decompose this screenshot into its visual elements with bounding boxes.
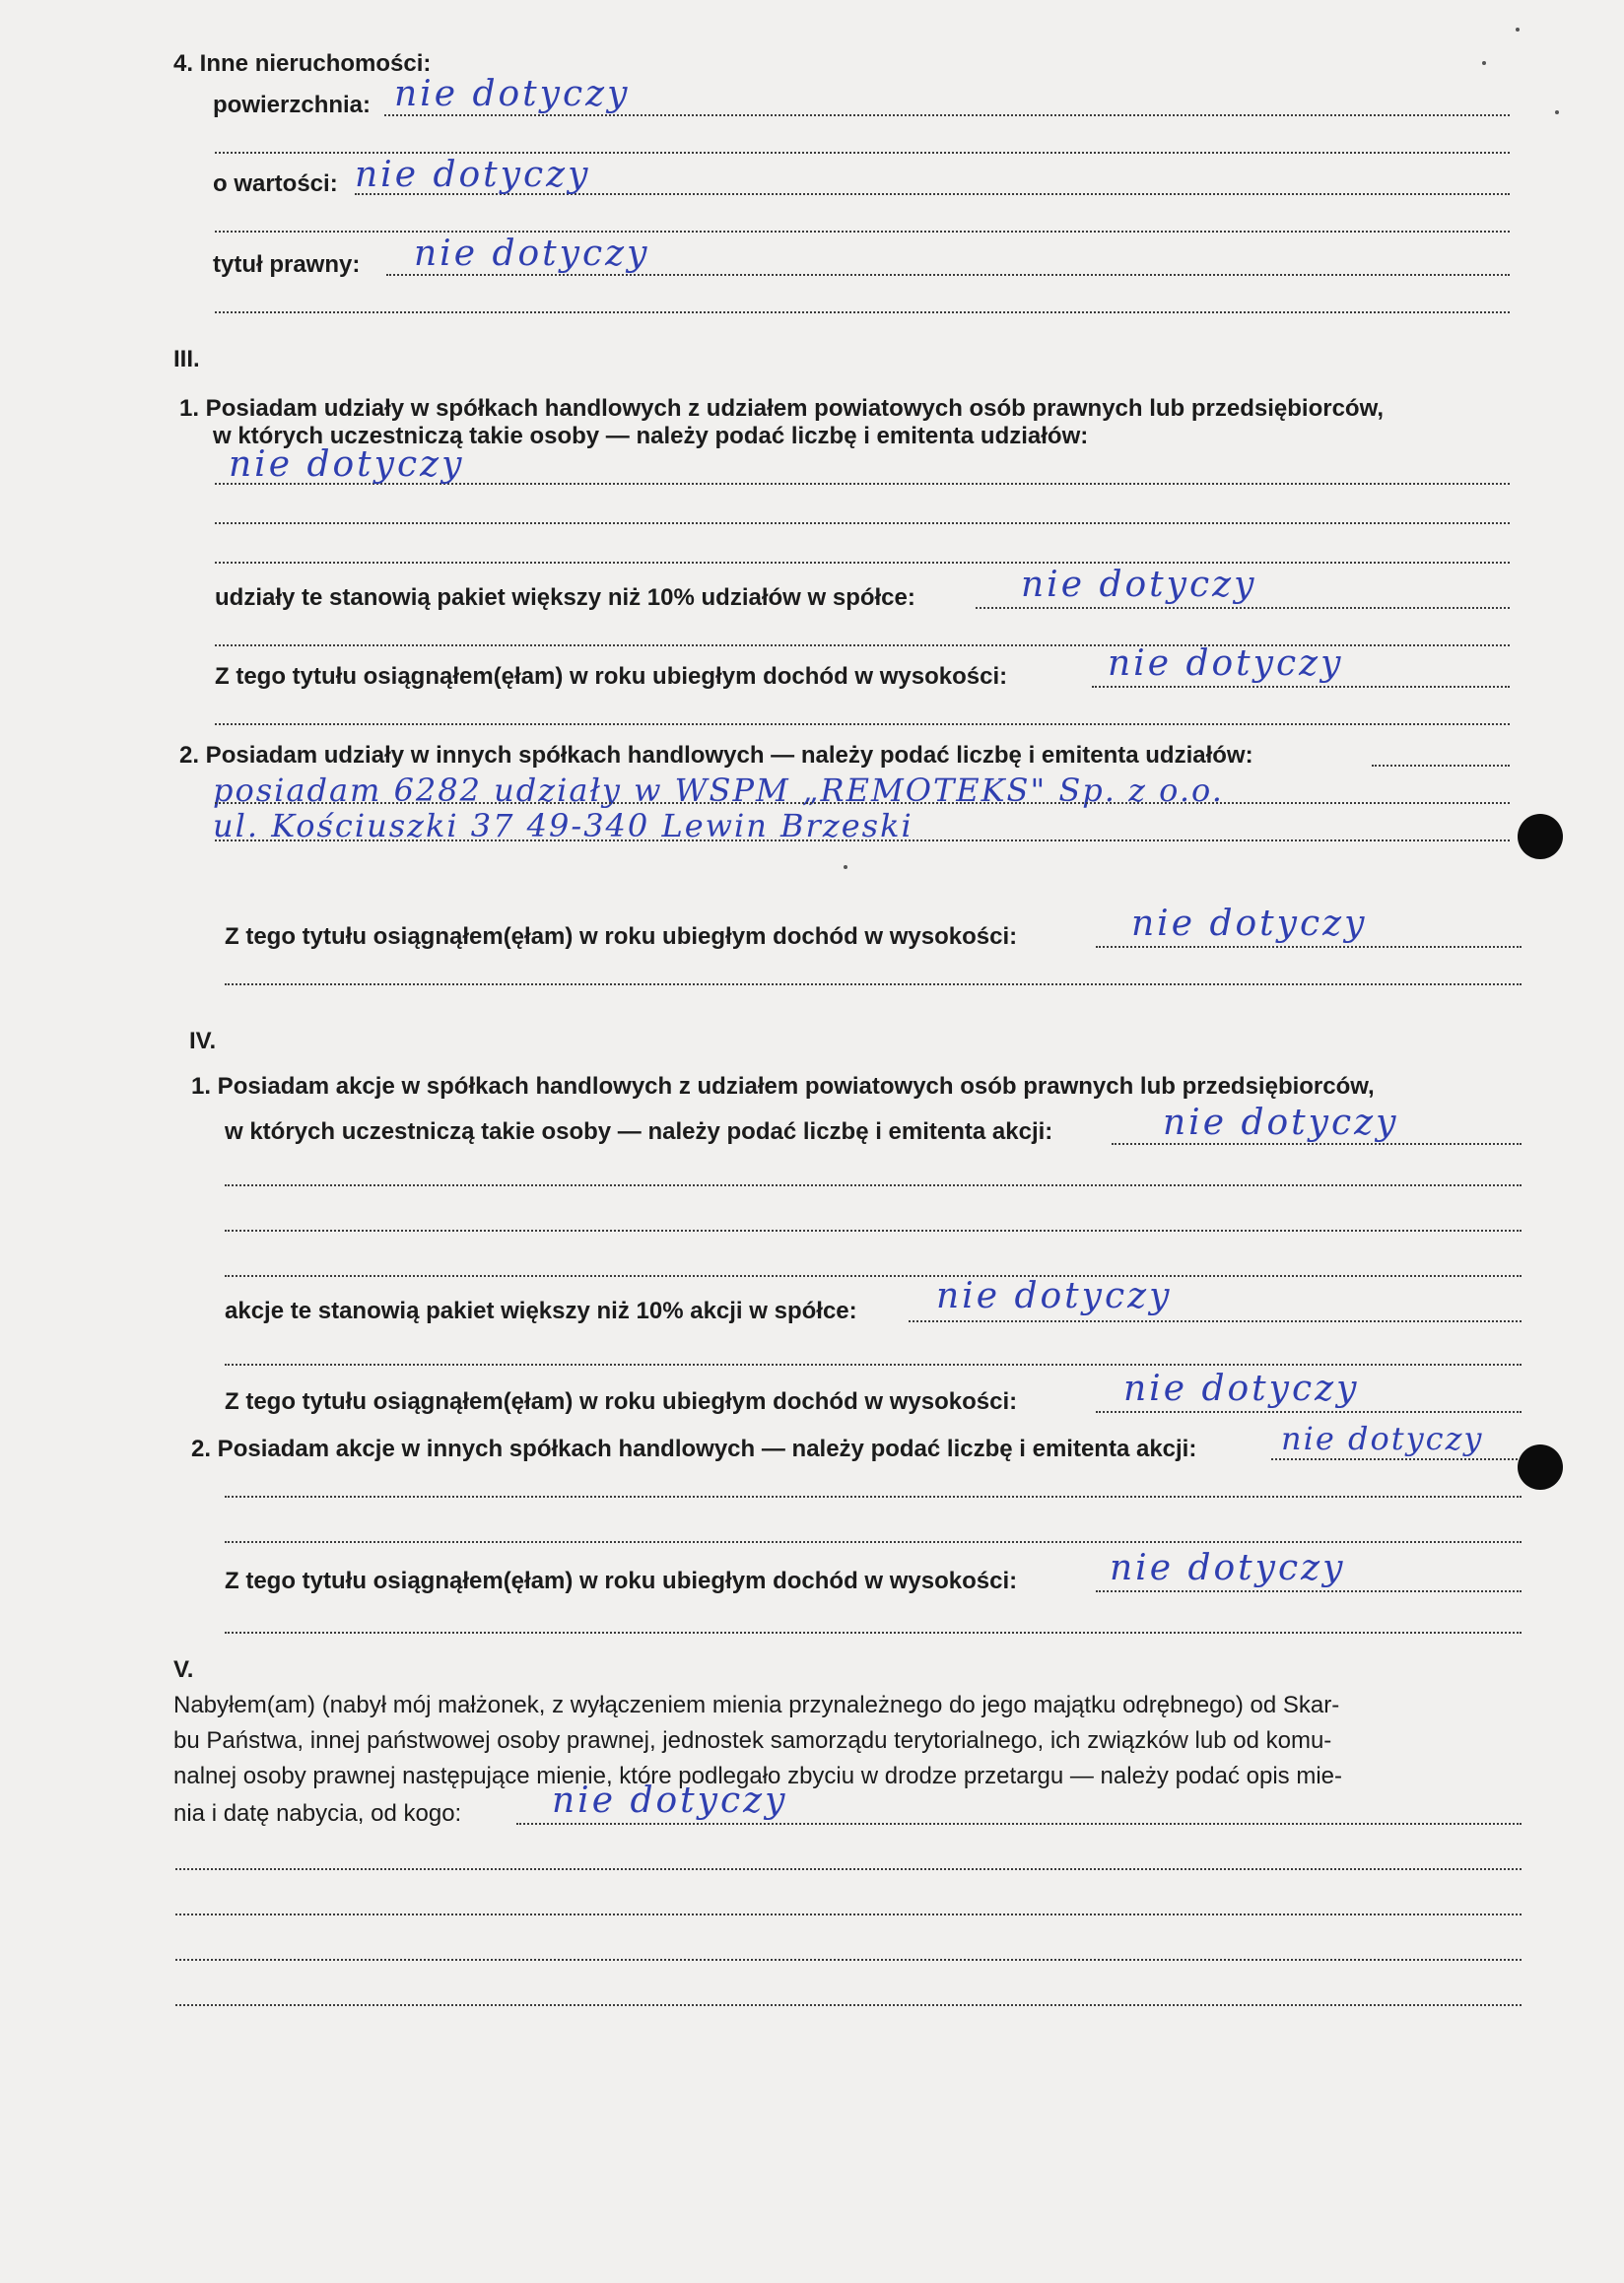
iii-stake-label: udziały te stanowią pakiet większy niż 10% udziałów w spółce: [215, 584, 915, 611]
v-paragraph-line1: Nabyłem(am) (nabył mój małżonek, z wyłączeniem mienia przynależnego do jego majątku odrębnego) od Skar- [173, 1692, 1340, 1718]
iii-q2-answer-line[interactable] [215, 802, 1510, 804]
iv-q2-answer-line-2[interactable] [225, 1541, 1522, 1543]
iv-q2-field-line[interactable] [1271, 1458, 1522, 1460]
iii-q1-handwritten: nie dotyczy [229, 444, 465, 485]
v-paragraph-line2: bu Państwa, innej państwowej osoby prawnej, jednostek samorządu terytorialnego, ich związków lub od komu- [173, 1727, 1332, 1754]
v-paragraph-last: nia i datę nabycia, od kogo: [173, 1800, 462, 1827]
iii-q2-income-field-line-2[interactable] [225, 983, 1522, 985]
value-field-line-2[interactable] [215, 231, 1510, 233]
iii-q1-answer-line-3[interactable] [215, 562, 1510, 564]
value-label: o wartości: [213, 170, 338, 197]
iv-q2-income-field-line[interactable] [1096, 1590, 1522, 1592]
section-v-heading: V. [173, 1656, 194, 1683]
legal-title-field-line-2[interactable] [215, 311, 1510, 313]
iii-q1-income-field-line-2[interactable] [215, 723, 1510, 725]
iv-q1-income-label: Z tego tytułu osiągnąłem(ęłam) w roku ubiegłym dochód w wysokości: [225, 1388, 1018, 1415]
iv-stake-handwritten: nie dotyczy [936, 1276, 1173, 1316]
iv-q1-answer-line-2[interactable] [225, 1230, 1522, 1232]
iv-q2-answer-line[interactable] [225, 1496, 1522, 1498]
v-handwritten: nie dotyczy [552, 1780, 788, 1821]
iv-q1-answer-line[interactable] [225, 1184, 1522, 1186]
iii-q2-income-handwritten: nie dotyczy [1131, 904, 1368, 944]
iii-q1-answer-line-2[interactable] [215, 522, 1510, 524]
iii-q1-income-label: Z tego tytułu osiągnąłem(ęłam) w roku ubiegłym dochód w wysokości: [215, 663, 1008, 690]
area-handwritten: nie dotyczy [394, 74, 631, 114]
iii-q2-line: 2. Posiadam udziały w innych spółkach handlowych — należy podać liczbę i emitenta udziałów: [179, 742, 1253, 769]
v-paragraph-line3: nalnej osoby prawnej następujące mienie, które podlegało zbyciu w drodze przetargu — należy podać opis mie- [173, 1763, 1343, 1789]
iv-q1-handwritten: nie dotyczy [1163, 1103, 1399, 1143]
iii-q2-handwritten-line1: posiadam 6282 udziały w WSPM „REMOTEKS" Sp. z o.o. [213, 772, 1224, 809]
iv-q2-handwritten: nie dotyczy [1281, 1420, 1484, 1457]
iv-q1-line2: w których uczestniczą takie osoby — należy podać liczbę i emitenta akcji: [225, 1118, 1053, 1145]
iv-q1-answer-line-3[interactable] [225, 1275, 1522, 1277]
iv-stake-field-line-2[interactable] [225, 1364, 1522, 1366]
v-answer-line-4[interactable] [175, 1959, 1522, 1961]
iv-q2-income-field-line-2[interactable] [225, 1632, 1522, 1634]
speck [1482, 61, 1486, 65]
iii-q2-field-line[interactable] [1372, 765, 1510, 767]
iii-q2-answer-line-2[interactable] [215, 839, 1510, 841]
iv-stake-field-line[interactable] [909, 1320, 1522, 1322]
iii-q1-income-field-line[interactable] [1092, 686, 1510, 688]
iv-stake-label: akcje te stanowią pakiet większy niż 10% akcji w spółce: [225, 1298, 857, 1324]
iii-q2-income-label: Z tego tytułu osiągnąłem(ęłam) w roku ubiegłym dochód w wysokości: [225, 923, 1018, 950]
speck [1516, 28, 1520, 32]
iv-q2-income-label: Z tego tytułu osiągnąłem(ęłam) w roku ubiegłym dochód w wysokości: [225, 1568, 1018, 1594]
punch-hole-lower [1518, 1444, 1563, 1490]
iii-stake-field-line[interactable] [976, 607, 1510, 609]
v-answer-line-2[interactable] [175, 1868, 1522, 1870]
iv-q1-income-handwritten: nie dotyczy [1123, 1369, 1360, 1409]
iv-q1-line1: 1. Posiadam akcje w spółkach handlowych z udziałem powiatowych osób prawnych lub przedsiębiorców, [191, 1073, 1375, 1100]
area-field-line[interactable] [384, 114, 1510, 116]
iv-q1-field-line[interactable] [1112, 1143, 1522, 1145]
iv-q2-income-handwritten: nie dotyczy [1110, 1548, 1346, 1588]
iii-q2-income-field-line[interactable] [1096, 946, 1522, 948]
iv-q1-income-field-line[interactable] [1096, 1411, 1522, 1413]
iii-q1-line1: 1. Posiadam udziały w spółkach handlowych z udziałem powiatowych osób prawnych lub przedsiębiorców, [179, 395, 1385, 422]
section-iv-heading: IV. [189, 1028, 217, 1054]
iii-q2-handwritten-line2: ul. Kościuszki 37 49-340 Lewin Brzeski [213, 807, 914, 844]
area-field-line-2[interactable] [215, 152, 1510, 154]
speck [1555, 110, 1559, 114]
iv-q2-line: 2. Posiadam akcje w innych spółkach handlowych — należy podać liczbę i emitenta akcji: [191, 1436, 1197, 1462]
iii-stake-handwritten: nie dotyczy [1021, 565, 1257, 605]
iii-q1-income-handwritten: nie dotyczy [1108, 643, 1344, 684]
section-iii-heading: III. [173, 346, 200, 372]
punch-hole-upper [1518, 814, 1563, 859]
v-answer-line-3[interactable] [175, 1914, 1522, 1915]
speck [844, 865, 847, 869]
legal-title-label: tytuł prawny: [213, 251, 361, 278]
iii-q1-line2: w których uczestniczą takie osoby — należy podać liczbę i emitenta udziałów: [213, 423, 1089, 449]
area-label: powierzchnia: [213, 92, 372, 118]
v-answer-field-line[interactable] [516, 1823, 1522, 1825]
v-answer-line-5[interactable] [175, 2004, 1522, 2006]
legal-title-handwritten: nie dotyczy [414, 234, 650, 274]
value-handwritten: nie dotyczy [355, 155, 591, 195]
section-4-title: 4. Inne nieruchomości: [173, 50, 432, 77]
legal-title-field-line[interactable] [386, 274, 1510, 276]
